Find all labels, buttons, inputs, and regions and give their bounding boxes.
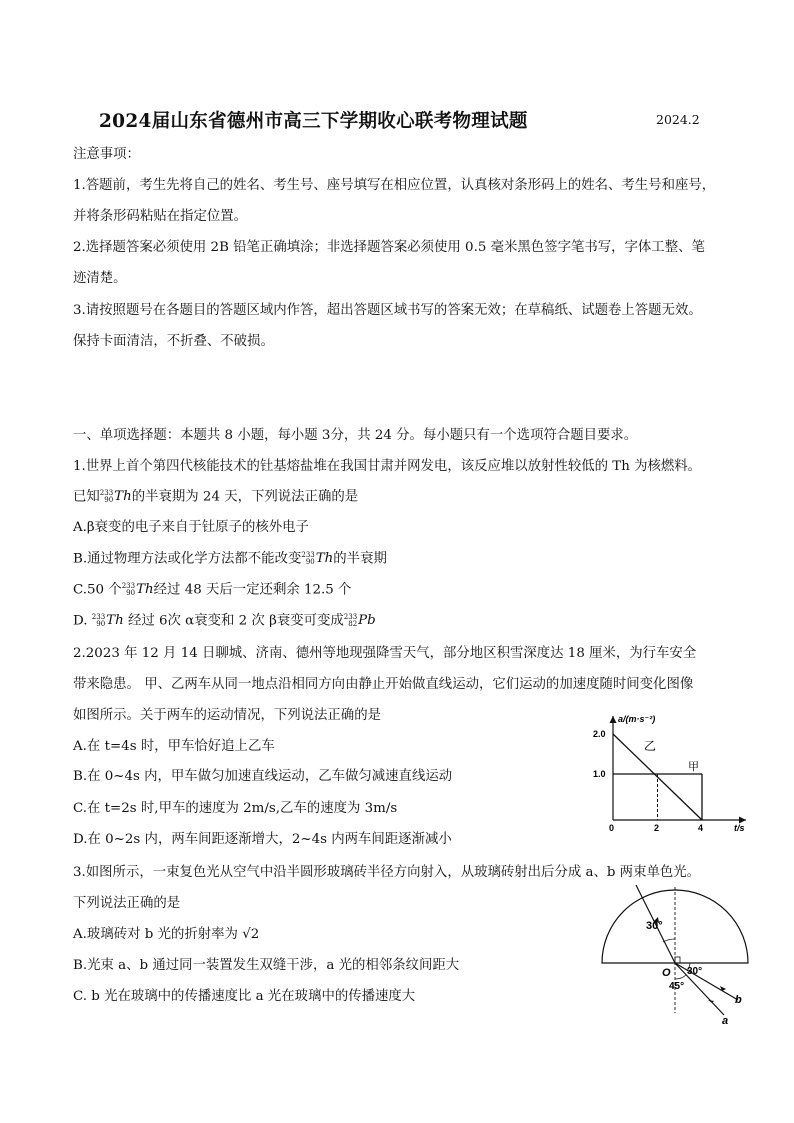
q1-option-d: D. 233 90 Th 经过 6次 α衰变和 2 次 β衰变可变成 233 82 Pb	[73, 613, 376, 629]
angle-b-label: 30°	[687, 966, 703, 977]
xtick-2: 2	[654, 823, 660, 833]
q1-stem-line1: 1.世界上首个第四代核能技术的钍基熔盐堆在我国甘肃并网发电，该反应堆以放射性较低的 Th 为核燃料。	[73, 459, 702, 474]
angle-incident-label: 30°	[646, 920, 663, 932]
exam-date: 2024.2	[656, 112, 700, 127]
ray-b-label: b	[735, 994, 742, 1006]
q3-stem-line2: 下列说法正确的是	[73, 896, 181, 911]
nuclide-th: 233 90 Th	[91, 613, 124, 628]
label-jia: 甲	[688, 760, 699, 773]
exam-title: 2024届山东省德州市高三下学期收心联考物理试题	[99, 111, 528, 132]
ray-a-label: a	[722, 1015, 729, 1025]
notice-item1-line1: 1.答题前，考生先将自己的姓名、考生号、座号填写在相应位置，认真核对条形码上的姓名、考生号和座号，	[73, 178, 716, 193]
q3-option-c: C. b 光在玻璃中的传播速度比 a 光在玻璃中的传播速度大	[73, 989, 416, 1004]
origin-label: 0	[609, 823, 615, 833]
q1-option-c: C.50 个 233 90 Th 经过 48 天后一定还剩余 12.5 个	[73, 582, 352, 598]
q2-stem-line2: 带来隐患。 甲、乙两车从同一地点沿相同方向由静止开始做直线运动，它们运动的加速度随时间变化图像	[73, 677, 694, 692]
section1-heading: 一、单项选择题：本题共 8 小题，每小题 3分，共 24 分。每小题只有一个选项符合题目要求。	[73, 428, 638, 443]
q2-option-a: A.在 t=4s 时，甲车恰好追上乙车	[73, 739, 275, 754]
notice-heading: 注意事项：	[73, 147, 140, 162]
q2-stem-line3: 如图所示。关于两车的运动情况，下列说法正确的是	[73, 708, 381, 723]
notice-item3-line1: 3.请按照题号在各题目的答题区域内作答，超出答题区域书写的答案无效；在草稿纸、试题卷上答题无效。	[73, 303, 702, 318]
xtick-4: 4	[698, 823, 704, 833]
q1-stem-pre: 已知	[73, 489, 100, 505]
q1-option-a: A.β衰变的电子来自于钍原子的核外电子	[73, 520, 309, 535]
q2-option-c: C.在 t=2s 时,甲车的速度为 2m/s,乙车的速度为 3m/s	[73, 801, 398, 816]
nuclide-th: 233 90 Th	[301, 551, 334, 566]
ytick-2: 2.0	[593, 729, 606, 739]
nuclide-pb: 233 82 Pb	[343, 613, 376, 628]
q3-option-b: B.光束 a、b 通过同一装置发生双缝干涉，a 光的相邻条纹间距大	[73, 958, 460, 973]
q2-option-b: B.在 0~4s 内，甲车做匀加速直线运动，乙车做匀减速直线运动	[73, 769, 453, 784]
angle-a-label: 45°	[669, 981, 685, 992]
ray-b	[675, 963, 738, 1000]
label-yi: 乙	[644, 739, 657, 753]
semicircle-glass-diagram	[596, 875, 776, 1025]
notice-item2-line2: 迹清楚。	[73, 271, 127, 286]
q1-option-b: B.通过物理方法或化学方法都不能改变 233 90 Th 的半衰期	[73, 551, 387, 567]
nuclide-th: 233 90 Th	[121, 582, 154, 597]
y-axis-label: a/(m·s⁻²)	[618, 714, 656, 724]
q1-stem-post: 的半衰期为 24 天，下列说法正确的是	[131, 489, 359, 505]
q3-option-a: A.玻璃砖对 b 光的折射率为 √2	[73, 927, 260, 942]
x-axis-label: t/s	[734, 823, 745, 833]
point-o-label: O	[662, 967, 671, 979]
notice-item3-line2: 保持卡面清洁，不折叠、不破损。	[73, 334, 274, 349]
q2-stem-line1: 2.2023 年 12 月 14 日聊城、济南、德州等地现强降雪天气，部分地区积雪深度达 18 厘米，为行车安全	[73, 646, 697, 661]
nuclide-th: 233 90 Th	[99, 489, 132, 504]
sqrt-two: √2	[242, 927, 260, 942]
q1-stem-line2	[73, 488, 358, 507]
notice-item2-line1: 2.选择题答案必须使用 2B 铅笔正确填涂；非选择题答案必须使用 0.5 毫米黑色签字笔书写，字体工整、笔	[73, 240, 705, 255]
acceleration-time-graph	[588, 710, 758, 835]
q2-option-d: D.在 0~2s 内，两车间距逐渐增大，2~4s 内两车间距逐渐减小	[73, 832, 452, 847]
q3-stem-line1: 3.如图所示，一束复色光从空气中沿半圆形玻璃砖半径方向射入，从玻璃砖射出后分成 a、b 两束单色光。	[73, 865, 701, 880]
ytick-1: 1.0	[593, 769, 606, 779]
notice-item1-line2: 并将条形码粘贴在指定位置。	[73, 209, 248, 224]
